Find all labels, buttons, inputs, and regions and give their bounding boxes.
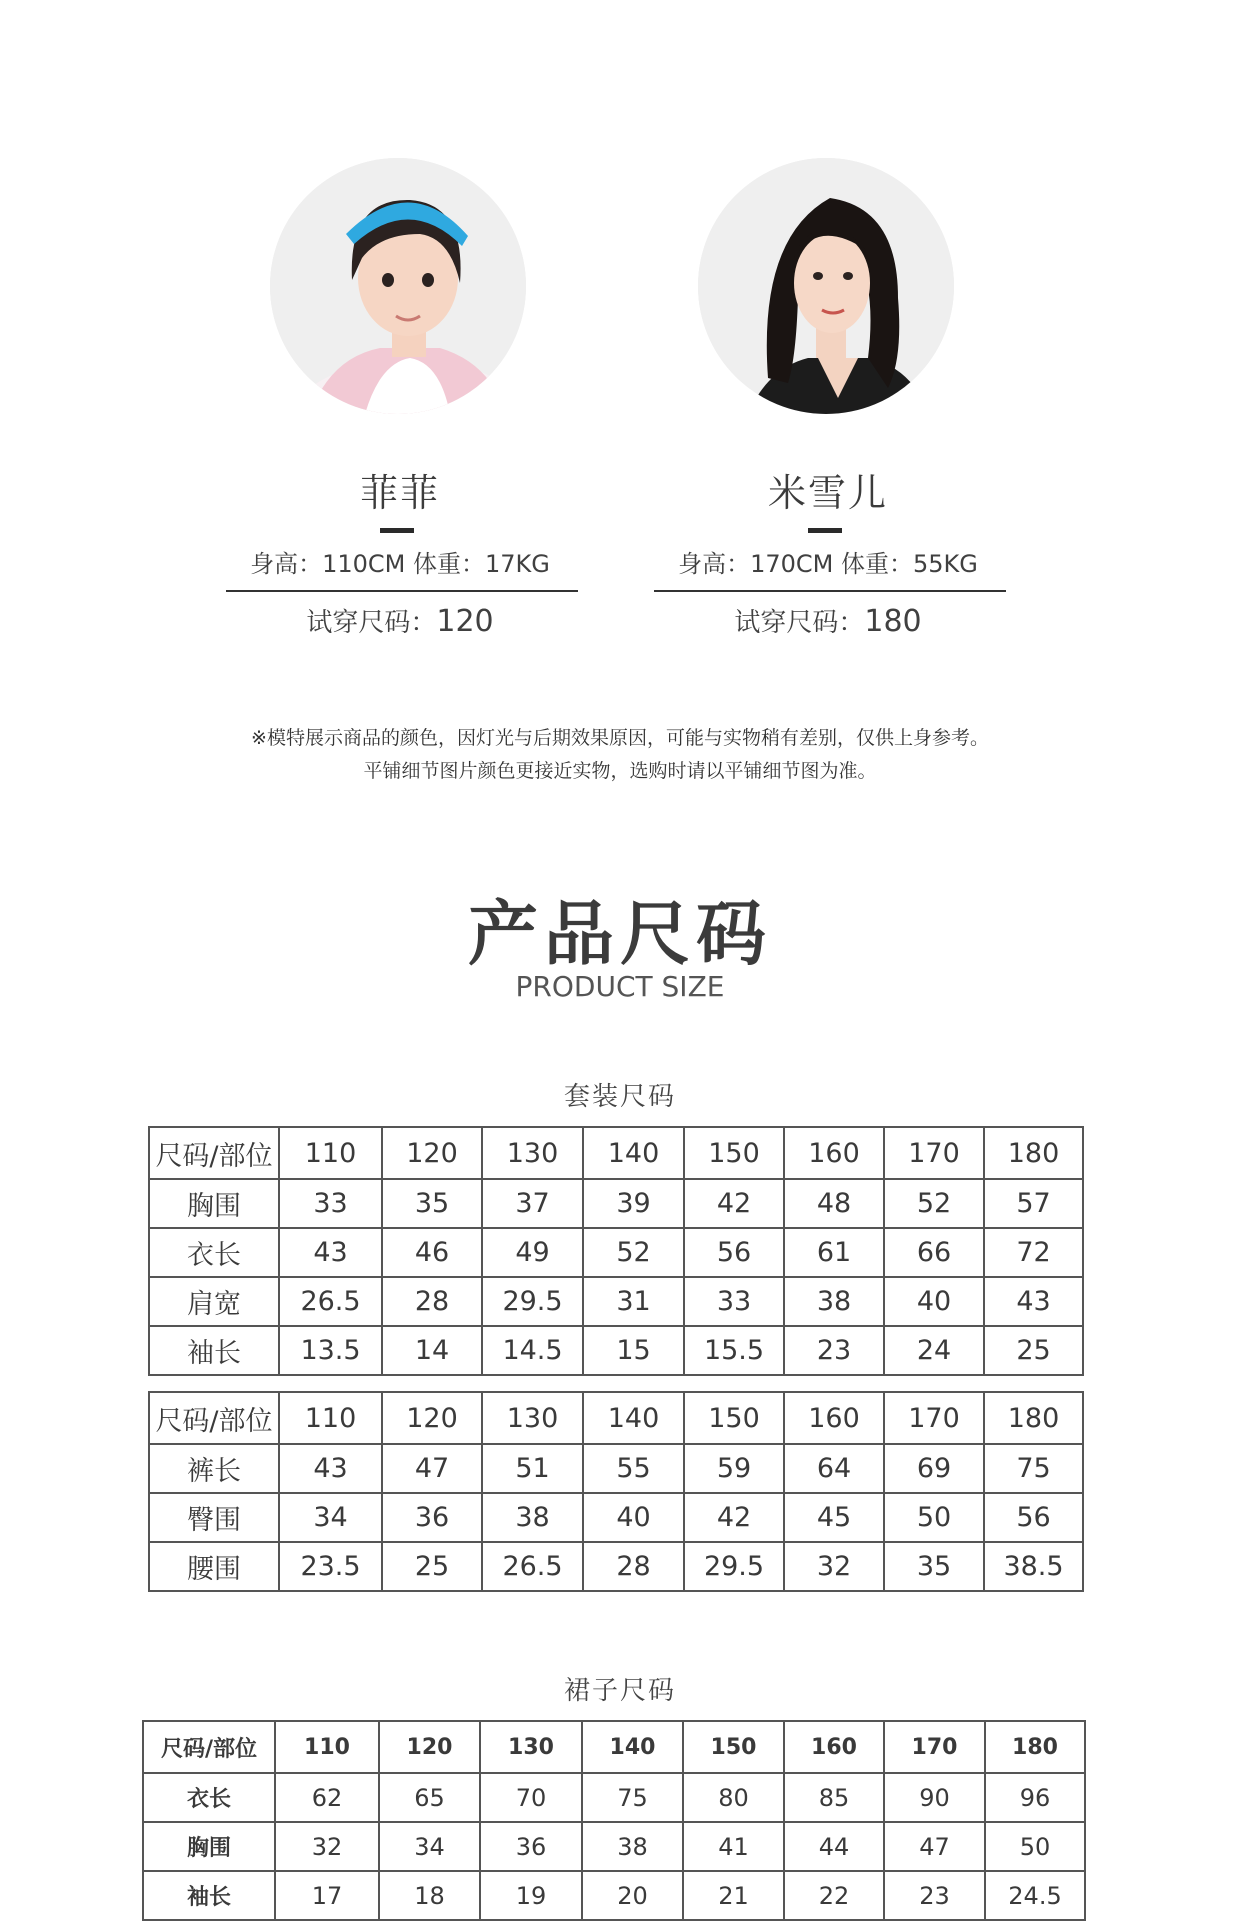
suit-top-size-table [148, 1126, 1084, 1376]
measurement-value-cell: 23.5 [279, 1542, 382, 1591]
table-row [149, 1444, 1083, 1493]
divider [654, 590, 1006, 592]
trial-size-label: 试穿尺码： [306, 608, 437, 638]
table-row [149, 1542, 1083, 1591]
size-header-cell: 170 [884, 1721, 985, 1773]
measurement-value-cell: 33 [279, 1179, 382, 1228]
measurement-value-cell: 56 [984, 1493, 1083, 1542]
model-photo-adult [698, 158, 954, 414]
measurement-value-cell: 52 [884, 1179, 984, 1228]
measurement-value-cell: 39 [583, 1179, 684, 1228]
model-height-weight: 身高：170CM 体重：55KG [678, 550, 978, 578]
header-label-cell: 尺码/部位 [149, 1127, 279, 1179]
model-name: 菲菲 [359, 471, 440, 515]
measurement-value-cell: 56 [684, 1228, 784, 1277]
table-header-row [149, 1127, 1083, 1179]
measurement-value-cell: 37 [482, 1179, 583, 1228]
measurement-value-cell: 38 [582, 1822, 683, 1871]
measurement-value-cell: 13.5 [279, 1326, 382, 1375]
trial-size-value: 120 [436, 604, 494, 639]
size-header-cell: 140 [583, 1392, 684, 1444]
measurement-value-cell: 20 [582, 1871, 683, 1920]
measurement-value-cell: 38.5 [984, 1542, 1083, 1591]
measurement-value-cell: 44 [784, 1822, 884, 1871]
table-header-row [149, 1392, 1083, 1444]
measurement-value-cell: 32 [784, 1542, 884, 1591]
size-header-cell: 110 [275, 1721, 379, 1773]
size-header-cell: 160 [784, 1392, 884, 1444]
measurement-value-cell: 14 [382, 1326, 482, 1375]
measurement-value-cell: 25 [382, 1542, 482, 1591]
measurement-value-cell: 21 [683, 1871, 784, 1920]
measurement-value-cell: 43 [279, 1228, 382, 1277]
measurement-value-cell: 24.5 [985, 1871, 1085, 1920]
measurement-value-cell: 15 [583, 1326, 684, 1375]
measurement-value-cell: 50 [985, 1822, 1085, 1871]
measurement-value-cell: 36 [480, 1822, 582, 1871]
measurement-value-cell: 35 [382, 1179, 482, 1228]
table-row [149, 1228, 1083, 1277]
measurement-value-cell: 65 [379, 1773, 480, 1822]
measurement-value-cell: 75 [984, 1444, 1083, 1493]
measurement-value-cell: 72 [984, 1228, 1083, 1277]
measurement-value-cell: 47 [884, 1822, 985, 1871]
measurement-value-cell: 69 [884, 1444, 984, 1493]
measurement-label-cell: 袖长 [143, 1871, 275, 1920]
model-height-weight: 身高：110CM 体重：17KG [250, 550, 550, 578]
size-header-cell: 170 [884, 1127, 984, 1179]
measurement-value-cell: 62 [275, 1773, 379, 1822]
size-header-cell: 120 [382, 1392, 482, 1444]
measurement-value-cell: 23 [884, 1871, 985, 1920]
header-label-cell: 尺码/部位 [143, 1721, 275, 1773]
size-header-cell: 110 [279, 1127, 382, 1179]
measurement-value-cell: 43 [279, 1444, 382, 1493]
size-header-cell: 140 [582, 1721, 683, 1773]
measurement-value-cell: 23 [784, 1326, 884, 1375]
size-header-cell: 160 [784, 1127, 884, 1179]
table-row [143, 1822, 1085, 1871]
size-header-cell: 140 [583, 1127, 684, 1179]
measurement-label-cell: 腰围 [149, 1542, 279, 1591]
measurement-value-cell: 25 [984, 1326, 1083, 1375]
measurement-value-cell: 52 [583, 1228, 684, 1277]
measurement-value-cell: 17 [275, 1871, 379, 1920]
measurement-label-cell: 袖长 [149, 1326, 279, 1375]
measurement-value-cell: 42 [684, 1493, 784, 1542]
measurement-value-cell: 64 [784, 1444, 884, 1493]
trial-size-label: 试穿尺码： [734, 608, 865, 638]
measurement-value-cell: 49 [482, 1228, 583, 1277]
measurement-value-cell: 35 [884, 1542, 984, 1591]
table-row [143, 1773, 1085, 1822]
measurement-value-cell: 34 [379, 1822, 480, 1871]
table-row [143, 1871, 1085, 1920]
measurement-value-cell: 45 [784, 1493, 884, 1542]
measurement-value-cell: 40 [884, 1277, 984, 1326]
table-row [149, 1326, 1083, 1375]
measurement-label-cell: 裤长 [149, 1444, 279, 1493]
measurement-value-cell: 46 [382, 1228, 482, 1277]
measurement-label-cell: 衣长 [149, 1228, 279, 1277]
measurement-label-cell: 臀围 [149, 1493, 279, 1542]
measurement-value-cell: 24 [884, 1326, 984, 1375]
measurement-value-cell: 29.5 [482, 1277, 583, 1326]
measurement-value-cell: 33 [684, 1277, 784, 1326]
measurement-value-cell: 26.5 [279, 1277, 382, 1326]
skirt-size-caption: 裙子尺码 [563, 1676, 676, 1706]
suit-size-caption: 套装尺码 [563, 1082, 676, 1112]
measurement-value-cell: 42 [684, 1179, 784, 1228]
size-header-cell: 130 [480, 1721, 582, 1773]
adult-portrait-image [698, 158, 954, 414]
measurement-value-cell: 61 [784, 1228, 884, 1277]
measurement-value-cell: 47 [382, 1444, 482, 1493]
measurement-value-cell: 29.5 [684, 1542, 784, 1591]
measurement-value-cell: 36 [382, 1493, 482, 1542]
suit-bottom-size-table [148, 1391, 1084, 1592]
skirt-size-table [142, 1720, 1086, 1921]
model-photo-child [270, 158, 526, 414]
size-header-cell: 170 [884, 1392, 984, 1444]
size-header-cell: 110 [279, 1392, 382, 1444]
measurement-value-cell: 28 [382, 1277, 482, 1326]
size-header-cell: 150 [684, 1127, 784, 1179]
measurement-label-cell: 肩宽 [149, 1277, 279, 1326]
measurement-value-cell: 40 [583, 1493, 684, 1542]
measurement-value-cell: 14.5 [482, 1326, 583, 1375]
measurement-label-cell: 胸围 [143, 1822, 275, 1871]
name-underline-bar [808, 528, 842, 533]
size-header-cell: 120 [379, 1721, 480, 1773]
measurement-value-cell: 32 [275, 1822, 379, 1871]
name-underline-bar [380, 528, 414, 533]
section-subtitle: PRODUCT SIZE [515, 970, 725, 1003]
trial-size [220, 602, 580, 639]
measurement-value-cell: 28 [583, 1542, 684, 1591]
measurement-value-cell: 96 [985, 1773, 1085, 1822]
measurement-value-cell: 19 [480, 1871, 582, 1920]
size-header-cell: 150 [683, 1721, 784, 1773]
measurement-label-cell: 胸围 [149, 1179, 279, 1228]
measurement-value-cell: 66 [884, 1228, 984, 1277]
measurement-value-cell: 55 [583, 1444, 684, 1493]
table-row [149, 1493, 1083, 1542]
measurement-value-cell: 75 [582, 1773, 683, 1822]
size-header-cell: 120 [382, 1127, 482, 1179]
table-row [149, 1277, 1083, 1326]
size-header-cell: 180 [984, 1127, 1083, 1179]
measurement-value-cell: 90 [884, 1773, 985, 1822]
model-name: 米雪儿 [767, 471, 888, 515]
measurement-value-cell: 51 [482, 1444, 583, 1493]
measurement-value-cell: 22 [784, 1871, 884, 1920]
size-header-cell: 180 [985, 1721, 1085, 1773]
header-label-cell: 尺码/部位 [149, 1392, 279, 1444]
measurement-value-cell: 85 [784, 1773, 884, 1822]
measurement-value-cell: 50 [884, 1493, 984, 1542]
trial-size-value: 180 [864, 604, 922, 639]
disclaimer-line-1: ※模特展示商品的颜色，因灯光与后期效果原因，可能与实物稍有差别，仅供上身参考。 [251, 727, 989, 749]
measurement-value-cell: 70 [480, 1773, 582, 1822]
size-header-cell: 130 [482, 1392, 583, 1444]
color-disclaimer [0, 722, 1240, 788]
measurement-value-cell: 38 [784, 1277, 884, 1326]
trial-size [648, 602, 1008, 639]
measurement-value-cell: 38 [482, 1493, 583, 1542]
size-header-cell: 180 [984, 1392, 1083, 1444]
measurement-value-cell: 43 [984, 1277, 1083, 1326]
divider [226, 590, 578, 592]
measurement-label-cell: 衣长 [143, 1773, 275, 1822]
measurement-value-cell: 15.5 [684, 1326, 784, 1375]
size-header-cell: 150 [684, 1392, 784, 1444]
table-header-row [143, 1721, 1085, 1773]
measurement-value-cell: 48 [784, 1179, 884, 1228]
size-header-cell: 130 [482, 1127, 583, 1179]
measurement-value-cell: 18 [379, 1871, 480, 1920]
table-row [149, 1179, 1083, 1228]
size-header-cell: 160 [784, 1721, 884, 1773]
measurement-value-cell: 41 [683, 1822, 784, 1871]
disclaimer-line-2: 平铺细节图片颜色更接近实物，选购时请以平铺细节图为准。 [363, 760, 877, 782]
section-title: 产品尺码 [468, 893, 772, 975]
measurement-value-cell: 31 [583, 1277, 684, 1326]
measurement-value-cell: 57 [984, 1179, 1083, 1228]
measurement-value-cell: 26.5 [482, 1542, 583, 1591]
child-portrait-image [270, 158, 526, 414]
measurement-value-cell: 34 [279, 1493, 382, 1542]
measurement-value-cell: 80 [683, 1773, 784, 1822]
measurement-value-cell: 59 [684, 1444, 784, 1493]
